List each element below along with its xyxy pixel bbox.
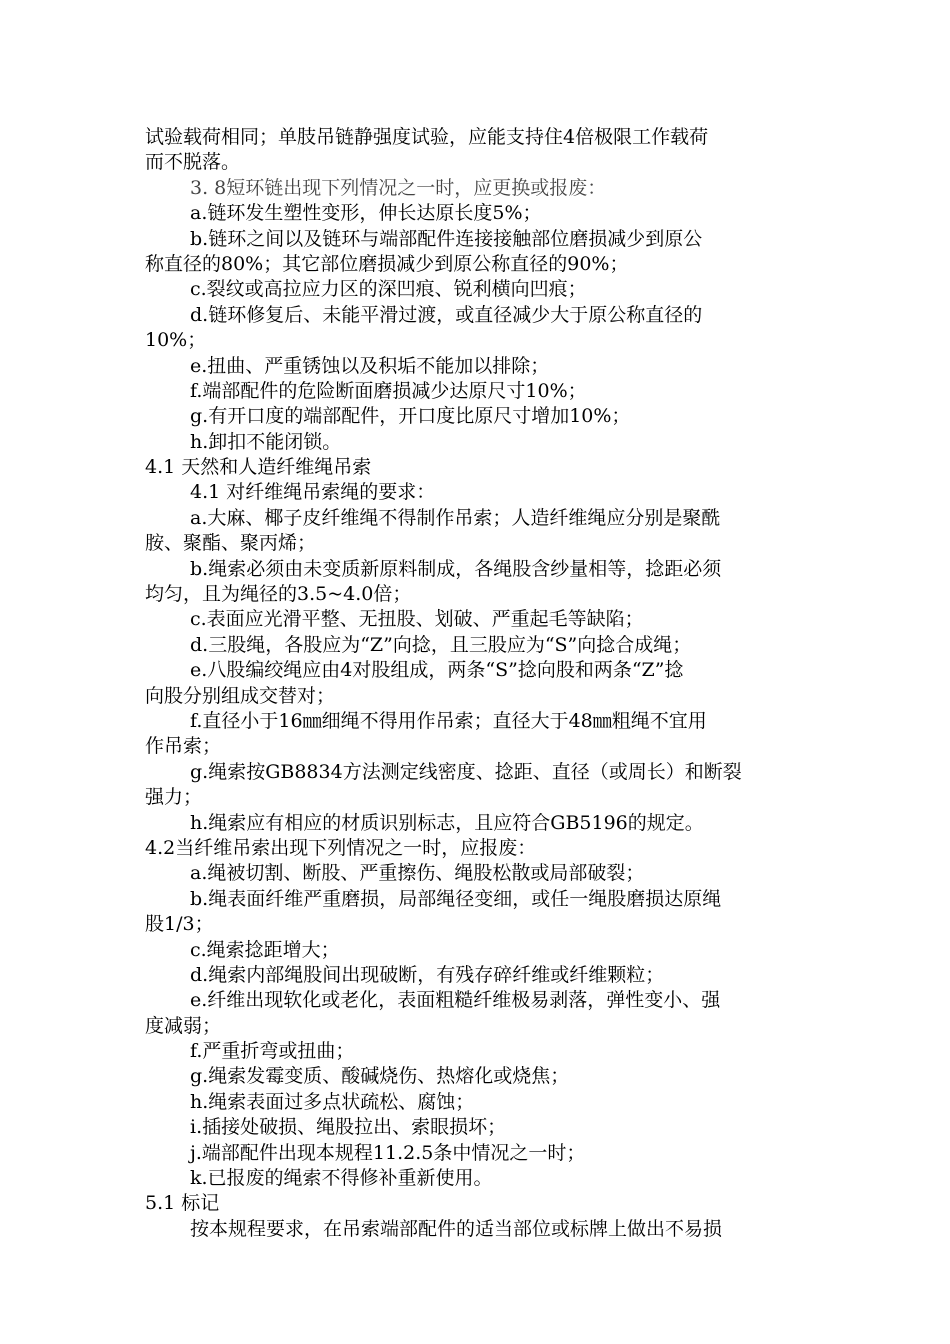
text-line: 5.1 标记	[145, 1192, 220, 1215]
text-line: 4.2当纤维吊索出现下列情况之一时，应报废：	[145, 836, 537, 859]
text-line: h.卸扣不能闭锁。	[190, 430, 342, 453]
text-line: e.纤维出现软化或老化，表面粗糙纤维极易剥落，弹性变小、强	[190, 989, 721, 1012]
text-line: c.绳索捻距增大；	[190, 938, 340, 961]
text-line: 胺、聚酯、聚丙烯；	[145, 532, 317, 555]
text-line: d.绳索内部绳股间出现破断，有残存碎纤维或纤维颗粒；	[190, 963, 665, 986]
text-line: e.八股编绞绳应由4对股组成，两条“S”捻向股和两条“Z”捻	[190, 659, 684, 682]
text-line: 按本规程要求，在吊索端部配件的适当部位或标牌上做出不易损	[190, 1217, 723, 1240]
text-line: d.三股绳，各股应为“Z”向捻，且三股应为“S”向捻合成绳；	[190, 633, 692, 656]
text-line: 度减弱；	[145, 1014, 222, 1037]
text-line: g.绳索发霉变质、酸碱烧伤、热熔化或烧焦；	[190, 1065, 570, 1088]
text-line: c.裂纹或高拉应力区的深凹痕、锐利横向凹痕；	[190, 278, 587, 301]
text-line: 而不脱落。	[145, 151, 241, 174]
text-line: h.绳索表面过多点状疏松、腐蚀；	[190, 1090, 475, 1113]
text-line: a.绳被切割、断股、严重擦伤、绳股松散或局部破裂；	[190, 862, 645, 885]
text-line: f.端部配件的危险断面磨损减少达原尺寸10%；	[190, 379, 587, 402]
text-line: 试验载荷相同；单肢吊链静强度试验，应能支持住4倍极限工作载荷	[145, 126, 709, 148]
text-line: d.链环修复后、未能平滑过渡，或直径减少大于原公称直径的	[190, 303, 703, 326]
text-line: j.端部配件出现本规程11.2.5条中情况之一时；	[190, 1141, 586, 1164]
text-line: 4.1 对纤维绳吊索绳的要求：	[190, 481, 436, 504]
text-line: f.直径小于16㎜细绳不得用作吊索；直径大于48㎜粗绳不宜用	[190, 709, 707, 732]
document-body	[145, 125, 810, 1242]
text-line: e.扭曲、严重锈蚀以及积垢不能加以排除；	[190, 354, 550, 377]
text-line: b.绳索必须由未变质新原料制成，各绳股含纱量相等，捻距必须	[190, 557, 722, 580]
text-line: h.绳索应有相应的材质识别标志，且应符合GB5196的规定。	[190, 811, 704, 834]
text-line: 称直径的80%；其它部位磨损减少到原公称直径的90%；	[145, 252, 629, 275]
text-line: b.链环之间以及链环与端部配件连接接触部位磨损减少到原公	[190, 227, 703, 250]
text-line: a.大麻、椰子皮纤维绳不得制作吊索；人造纤维绳应分别是聚酰	[190, 506, 721, 529]
text-line: 3. 8短环链出现下列情况之一时，应更换或报废：	[190, 176, 607, 199]
text-line: f.严重折弯或扭曲；	[190, 1040, 355, 1063]
text-line: 10%；	[145, 329, 207, 352]
text-line: 作吊索；	[145, 735, 222, 758]
text-line: 均匀，且为绳径的3.5~4.0倍；	[145, 583, 412, 606]
text-line: 4.1 天然和人造纤维绳吊索	[145, 456, 372, 479]
text-line: k.已报废的绳索不得修补重新使用。	[190, 1167, 493, 1190]
text-line: 向股分别组成交替对；	[145, 684, 336, 707]
text-line: g.有开口度的端部配件，开口度比原尺寸增加10%；	[190, 405, 631, 428]
text-line: i.插接处破损、绳股拉出、索眼损坏；	[190, 1116, 507, 1139]
text-line: a.链环发生塑性变形，伸长达原长度5%；	[190, 202, 542, 225]
text-line: b.绳表面纤维严重磨损，局部绳径变细，或任一绳股磨损达原绳	[190, 887, 722, 910]
text-line: 股1/3；	[145, 913, 214, 936]
text-line: 强力；	[145, 786, 203, 809]
text-line: c.表面应光滑平整、无扭股、划破、严重起毛等缺陷；	[190, 608, 644, 631]
text-line: g.绳索按GB8834方法测定线密度、捻距、直径（或周长）和断裂	[190, 760, 742, 783]
